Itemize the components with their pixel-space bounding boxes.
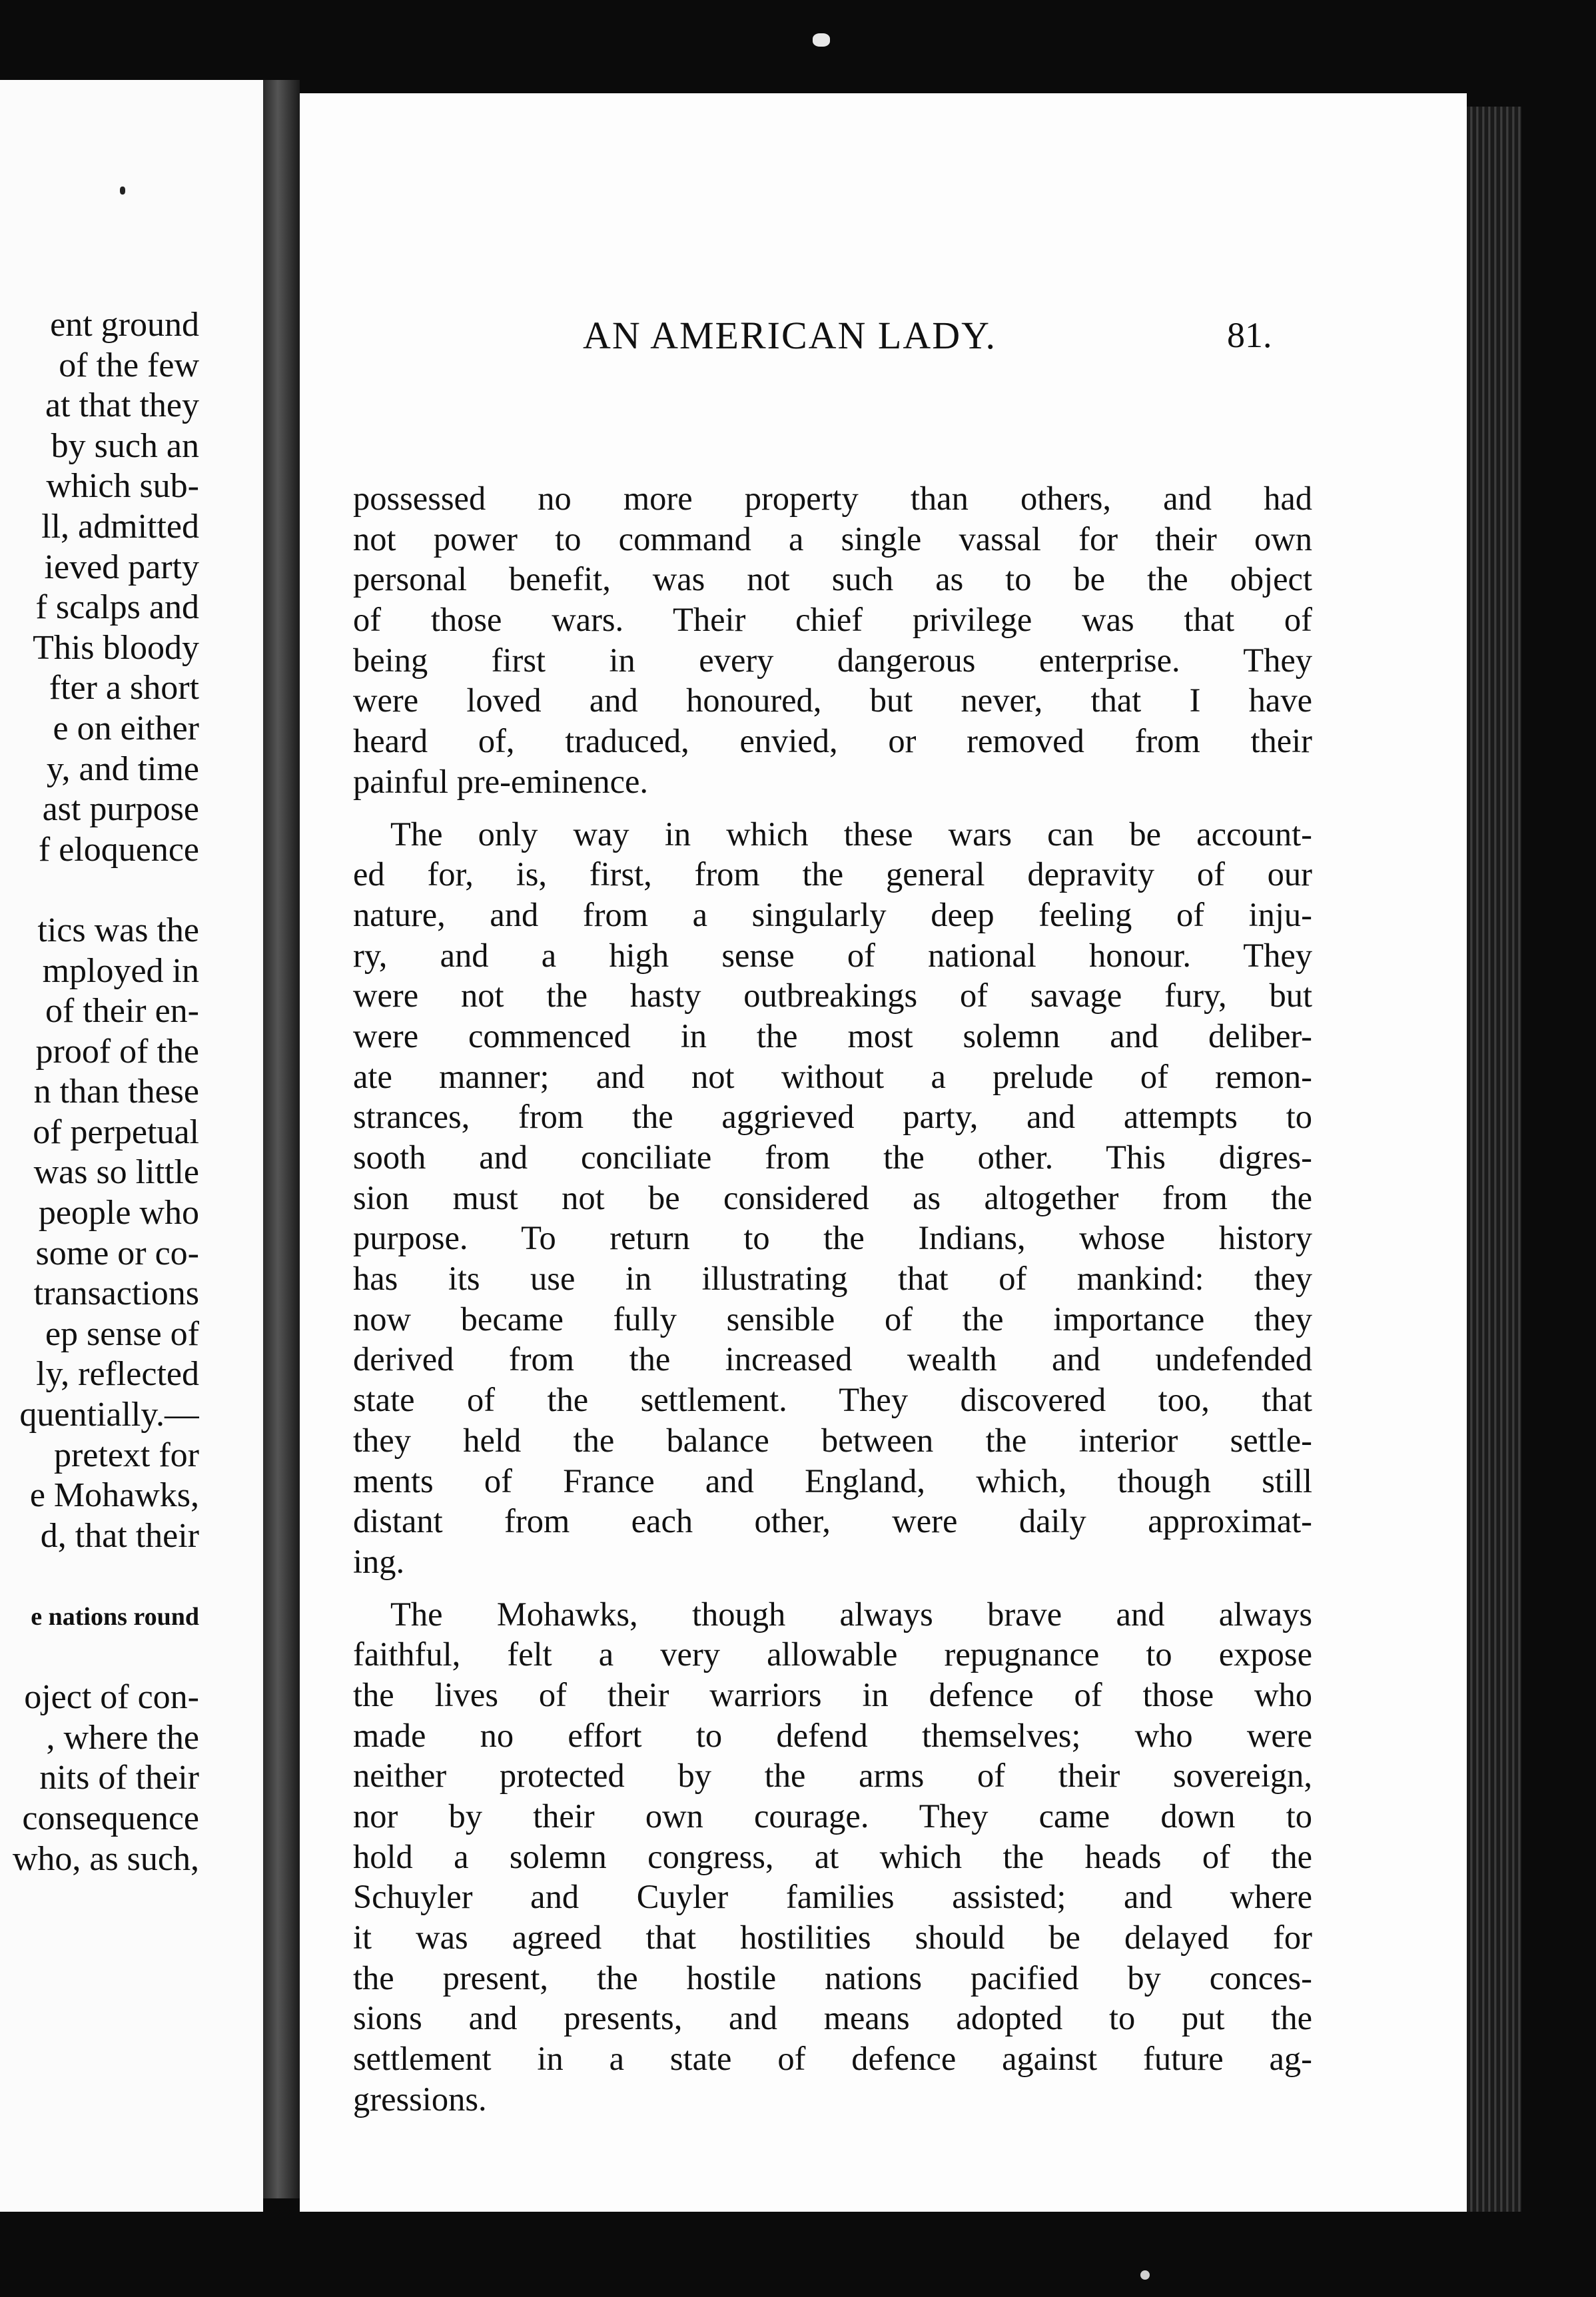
facing-text-line: d, that their	[40, 1516, 199, 1555]
text-line: ry, and a high sense of national honour. They	[353, 936, 1312, 974]
text-line: strances, from the aggrieved party, and attempts to	[353, 1098, 1312, 1136]
text-line: of those wars. Their chief privilege was that of	[353, 601, 1312, 639]
text-line: the lives of their warriors in defence of those who	[353, 1675, 1312, 1713]
facing-text-line: of their en-	[45, 992, 199, 1031]
facing-text-line: of the few	[59, 346, 199, 384]
facing-text-line: which sub-	[46, 467, 199, 506]
text-line: state of the settlement. They discovered too, that	[353, 1381, 1312, 1419]
facing-text-line: people who	[38, 1194, 199, 1232]
text-line: ed for, is, first, from the general depravity of our	[353, 855, 1312, 893]
facing-text-line: was so little	[33, 1153, 199, 1192]
text-line: were loved and honoured, but never, that I have	[353, 682, 1312, 719]
text-line: heard of, traduced, envied, or removed from their	[353, 722, 1312, 760]
text-line: distant from each other, were daily approximat-	[353, 1502, 1312, 1540]
text-line: nature, and from a singularly deep feeling of inju-	[353, 895, 1312, 933]
facing-text-line: e on either	[53, 709, 199, 747]
text-line: possessed no more property than others, and had	[353, 480, 1312, 517]
facing-text-line: This bloody	[33, 628, 199, 667]
body-text	[353, 478, 1312, 2120]
facing-text-line: mployed in	[42, 951, 199, 990]
text-line: they held the balance between the interior settle-	[353, 1421, 1312, 1459]
facing-text-line: ieved party	[44, 548, 199, 586]
text-line: now became fully sensible of the importance they	[353, 1300, 1312, 1338]
facing-text-line	[0, 1556, 199, 1597]
text-line: ments of France and England, which, though still	[353, 1462, 1312, 1500]
text-line: The only way in which these wars can be account-	[390, 815, 1312, 853]
text-line: settlement in a state of defence against future ag-	[353, 2040, 1312, 2078]
running-head: AN AMERICAN LADY.	[583, 314, 997, 357]
facing-text-line: who, as such,	[12, 1839, 199, 1878]
text-line: ing.	[353, 1542, 405, 1580]
text-line: The Mohawks, though always brave and always	[390, 1595, 1312, 1633]
facing-text-line: by such an	[51, 426, 199, 465]
facing-text-line: proof of the	[35, 1032, 199, 1071]
text-line: neither protected by the arms of their sovereign,	[353, 1757, 1312, 1795]
facing-text-line: some or co-	[35, 1234, 199, 1272]
facing-text-line: f eloquence	[38, 830, 199, 869]
page-number: 81.	[1227, 315, 1272, 355]
facing-text-line: tics was the	[37, 911, 199, 949]
text-line: purpose. To return to the Indians, whose history	[353, 1219, 1312, 1257]
facing-text-line: ll, admitted	[41, 507, 199, 546]
page-header	[300, 306, 1467, 360]
facing-text-line: at that they	[45, 386, 199, 425]
facing-text-line: y, and time	[46, 749, 199, 788]
text-line: hold a solemn congress, at which the heads of the	[353, 1837, 1312, 1875]
facing-text-line: pretext for	[53, 1436, 199, 1474]
text-line: it was agreed that hostilities should be delayed for	[353, 1919, 1312, 1957]
text-line: sions and presents, and means adopted to put the	[353, 1999, 1312, 2037]
facing-text-line: transactions	[33, 1274, 199, 1313]
facing-text-line: e nations round	[31, 1603, 199, 1631]
text-line: personal benefit, was not such as to be the object	[353, 560, 1312, 598]
facing-text-line: , where the	[46, 1718, 199, 1757]
scan-speck	[813, 33, 830, 47]
paragraph-gap	[353, 1582, 1312, 1594]
facing-text-line: ly, reflected	[36, 1355, 199, 1394]
text-line: sion must not be considered as altogether from the	[353, 1178, 1312, 1216]
facing-text-line: quentially.—	[19, 1396, 199, 1434]
text-line: not power to command a single vassal for their own	[353, 520, 1312, 558]
text-line: gressions.	[353, 2080, 487, 2118]
facing-text-line: nits of their	[39, 1759, 199, 1797]
facing-text-line	[0, 870, 199, 911]
facing-page	[0, 80, 263, 2212]
text-line: were commenced in the most solemn and deliber-	[353, 1017, 1312, 1055]
page-edges	[1467, 107, 1521, 2212]
text-line: made no effort to defend themselves; who were	[353, 1716, 1312, 1754]
page	[300, 93, 1467, 2212]
facing-text-line: oject of con-	[24, 1678, 199, 1717]
facing-text-line: ast purpose	[42, 790, 199, 829]
facing-text-line: of perpetual	[33, 1113, 199, 1151]
text-line: faithful, felt a very allowable repugnance to expose	[353, 1635, 1312, 1673]
facing-text-line: ep sense of	[45, 1314, 199, 1353]
text-line: ate manner; and not without a prelude of remon-	[353, 1057, 1312, 1095]
book-gutter	[263, 80, 300, 2198]
ink-dot	[120, 187, 125, 195]
scan-speck	[1140, 2270, 1150, 2280]
facing-text-line: fter a short	[49, 669, 199, 707]
facing-text-line: e Mohawks,	[29, 1476, 199, 1515]
text-line: sooth and conciliate from the other. This digres-	[353, 1139, 1312, 1176]
facing-text-line: f scalps and	[35, 588, 199, 627]
text-line: being first in every dangerous enterprise. They	[353, 641, 1312, 679]
paragraph-gap	[353, 802, 1312, 814]
text-line: the present, the hostile nations pacified by conces-	[353, 1959, 1312, 1997]
facing-page-text	[0, 305, 199, 1879]
text-line: painful pre-eminence.	[353, 762, 649, 800]
facing-text-line: consequence	[22, 1799, 199, 1837]
text-line: were not the hasty outbreakings of savage fury, but	[353, 977, 1312, 1015]
text-line: nor by their own courage. They came down to	[353, 1797, 1312, 1835]
facing-text-line	[0, 1637, 199, 1678]
text-line: Schuyler and Cuyler families assisted; and where	[353, 1878, 1312, 1916]
text-line: has its use in illustrating that of mankind: they	[353, 1260, 1312, 1298]
facing-text-line: ent ground	[50, 306, 199, 344]
text-line: derived from the increased wealth and undefended	[353, 1340, 1312, 1378]
facing-text-line: n than these	[33, 1073, 199, 1111]
